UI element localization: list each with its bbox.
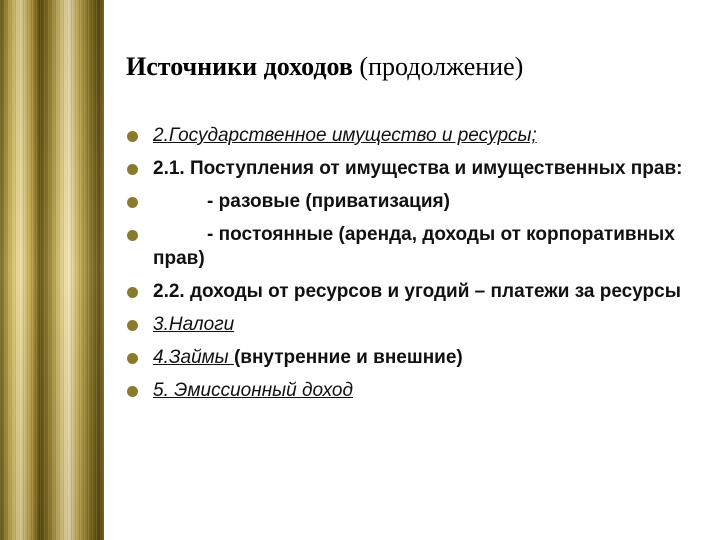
list-item [127, 379, 697, 403]
item-text: 3.Налоги [153, 314, 235, 335]
bullet-dot-icon [127, 353, 138, 364]
item-text [153, 346, 697, 370]
item-text [153, 223, 697, 271]
list-item [127, 223, 697, 271]
item-text-suffix: (внутренние и внешние) [233, 347, 463, 368]
bullet-dot-icon [127, 164, 138, 175]
list-item [127, 157, 697, 181]
item-text-link: 4.Займы [153, 347, 234, 368]
item-text: 2.2. доходы от ресурсов и угодий – платежи за ресурсы [153, 281, 681, 302]
slide-title [126, 50, 696, 84]
item-text: 2.Государственное имущество и ресурсы; [153, 125, 537, 146]
item-text: 2.1. Поступления от имущества и имущественных прав: [153, 158, 683, 179]
item-text: - разовые (приватизация) [207, 191, 450, 212]
item-text: 5. Эмиссионный доход [153, 380, 353, 401]
list-item [127, 313, 697, 337]
border-shading [0, 0, 104, 540]
bullet-dot-icon [127, 131, 138, 142]
list-item [127, 190, 697, 214]
list-item [127, 280, 697, 304]
title-suffix: (продолжение) [352, 52, 524, 81]
bullet-list [127, 124, 697, 403]
bullet-dot-icon [127, 197, 138, 208]
bullet-dot-icon [127, 320, 138, 331]
title-main: Источники доходов [126, 52, 353, 81]
item-text-inner: - постоянные (аренда, доходы от корпоративных прав) [153, 224, 675, 269]
list-item [127, 346, 697, 370]
bullet-dot-icon [127, 287, 138, 298]
bullet-dot-icon [127, 386, 138, 397]
bullet-dot-icon [127, 230, 138, 241]
list-item [127, 124, 697, 148]
